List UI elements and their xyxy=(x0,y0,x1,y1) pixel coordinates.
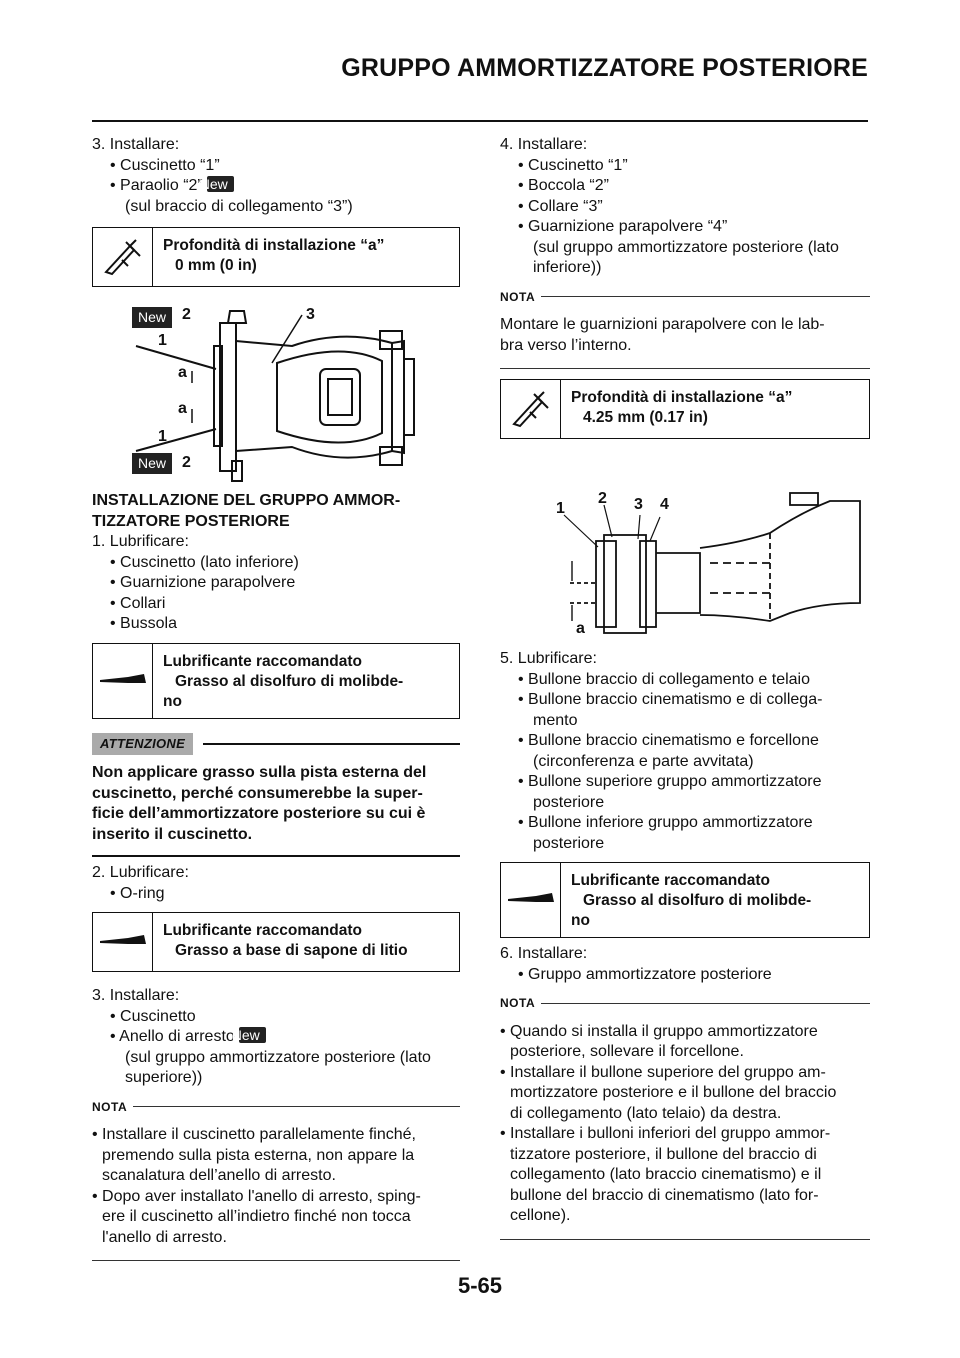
nota-end-rule xyxy=(92,1260,460,1261)
list-item-note: (sul braccio di collegamento “3”) xyxy=(125,197,353,215)
fig-label-1: 1 xyxy=(556,500,565,517)
attention-text xyxy=(92,763,460,845)
step-lubricate-oring xyxy=(92,863,460,904)
list-item: • Bullone superiore gruppo ammortizzatore xyxy=(518,773,822,790)
nota-line: l'anello di arresto. xyxy=(102,1228,227,1246)
fig-label-new: New xyxy=(132,453,172,474)
nota-header xyxy=(92,1097,460,1118)
section-title xyxy=(92,491,460,532)
nota-line: ere il cuscinetto all’indietro finché non tocca xyxy=(102,1208,411,1225)
list-item-note: (sul gruppo ammortizzatore posteriore (lato xyxy=(125,1048,431,1066)
list-item: • Cuscinetto “1” xyxy=(518,156,628,174)
step-title: 6. Installare: xyxy=(500,945,588,962)
caliper-icon xyxy=(501,380,561,438)
new-badge: New xyxy=(239,1027,266,1043)
step-title: 3. Installare: xyxy=(92,136,180,153)
spec-value: no xyxy=(163,692,182,710)
nota-line: premendo sulla pista esterna, non appare la xyxy=(102,1146,415,1164)
step-install-lower xyxy=(500,135,870,279)
nota-line: posteriore, sollevare il forcellone. xyxy=(510,1043,744,1060)
step-title: 3. Installare: xyxy=(92,987,180,1004)
figure-link-arm xyxy=(92,301,460,491)
spec-label: Lubrificante raccomandato xyxy=(163,922,362,939)
nota-body xyxy=(500,1022,870,1227)
list-item: • Cuscinetto xyxy=(110,1007,196,1025)
spec-label: Lubrificante raccomandato xyxy=(163,652,362,670)
spec-box-depth xyxy=(92,227,460,287)
caliper-icon xyxy=(93,228,153,286)
fig-label-a: a xyxy=(178,364,187,381)
section-title-line: INSTALLAZIONE DEL GRUPPO AMMOR- xyxy=(92,492,401,509)
step-install-shock xyxy=(500,944,870,985)
fig-label-2: 2 xyxy=(598,490,607,507)
spec-value: no xyxy=(571,912,590,929)
step-install-bearing-seal xyxy=(92,135,460,217)
list-item: • Boccola “2” xyxy=(518,177,609,194)
list-item: • Bullone inferiore gruppo ammortizzatore xyxy=(518,814,813,831)
nota-line: bullone del braccio di cinematismo (lato for- xyxy=(510,1186,819,1204)
fig-label-2: 2 xyxy=(182,454,191,471)
grease-gun-icon xyxy=(501,863,561,937)
grease-gun-icon xyxy=(93,644,153,718)
list-item-cont: mento xyxy=(533,711,578,729)
fig-label-a: a xyxy=(576,620,585,637)
page-header-title: GRUPPO AMMORTIZZATORE POSTERIORE xyxy=(341,54,868,82)
nota-line: di collegamento (lato telaio) da destra. xyxy=(510,1104,782,1122)
section-title-line: TIZZATORE POSTERIORE xyxy=(92,512,290,530)
list-item-note: (sul gruppo ammortizzatore posteriore (lato xyxy=(533,238,839,256)
spec-value: Grasso al disolfuro di molibde- xyxy=(175,672,404,690)
spec-value: Grasso al disolfuro di molibde- xyxy=(583,892,812,909)
fig-label-1: 1 xyxy=(158,332,167,349)
step-lubricate-bearing xyxy=(92,532,460,635)
nota-header xyxy=(500,993,870,1014)
nota-line: • Quando si installa il gruppo ammortizzatore xyxy=(500,1022,818,1040)
nota-line: bra verso l’interno. xyxy=(500,336,632,354)
left-column xyxy=(92,135,460,1261)
list-item: • Paraolio “2”New xyxy=(100,176,460,197)
list-item-cont: posteriore xyxy=(533,834,605,852)
attention-end-rule xyxy=(92,855,460,857)
spec-box-depth xyxy=(500,379,870,439)
nota-line: • Installare i bulloni inferiori del gruppo ammor- xyxy=(500,1125,831,1142)
spec-box-lubricant xyxy=(92,643,460,719)
list-item: • Bullone braccio cinematismo e di collega- xyxy=(518,691,823,708)
list-item: • Collari xyxy=(110,594,166,612)
fig-label-3: 3 xyxy=(306,306,315,323)
list-item: • Guarnizione parapolvere “4” xyxy=(518,218,728,235)
list-item: • Bussola xyxy=(110,615,177,632)
spec-box-lubricant xyxy=(500,862,870,938)
list-item-cont: posteriore xyxy=(533,793,605,811)
grease-gun-icon xyxy=(93,913,153,971)
spec-value: 4.25 mm (0.17 in) xyxy=(583,409,708,426)
nota-label: NOTA xyxy=(500,289,536,304)
spec-box-lubricant xyxy=(92,912,460,972)
nota-line: collegamento (lato braccio cinematismo) e il xyxy=(510,1166,822,1183)
list-item: • Bullone braccio di collegamento e telaio xyxy=(518,670,810,688)
shock-lower-drawing xyxy=(500,453,870,643)
step-lubricate-bolts xyxy=(500,649,870,854)
nota-line: tizzatore posteriore, il bullone del braccio di xyxy=(510,1145,817,1163)
nota-line: • Dopo aver installato l'anello di arresto, sping- xyxy=(92,1187,421,1205)
nota-line: Montare le guarnizioni parapolvere con le lab- xyxy=(500,316,825,333)
list-item-note: inferiore)) xyxy=(533,259,602,276)
list-item: • Gruppo ammortizzatore posteriore xyxy=(518,965,772,983)
fig-label-new: New xyxy=(132,307,172,328)
fig-label-4: 4 xyxy=(660,496,669,513)
list-item: • Cuscinetto (lato inferiore) xyxy=(110,553,299,571)
fig-label-2: 2 xyxy=(182,306,191,323)
list-item: • Anello di arrestoNew xyxy=(100,1027,460,1048)
right-column xyxy=(500,135,870,1240)
nota-header xyxy=(500,287,870,308)
spec-label: Lubrificante raccomandato xyxy=(571,872,770,889)
step-title: 4. Installare: xyxy=(500,136,588,153)
nota-line: scanalatura dell’anello di arresto. xyxy=(102,1167,336,1184)
header-rule xyxy=(92,120,868,122)
nota-line: cellone). xyxy=(510,1207,571,1224)
fig-label-3: 3 xyxy=(634,496,643,513)
list-item-note: superiore)) xyxy=(125,1069,203,1086)
list-item: • Collare “3” xyxy=(518,197,603,215)
nota-label: NOTA xyxy=(92,1099,128,1114)
list-item: • Guarnizione parapolvere xyxy=(110,574,296,591)
new-badge: New xyxy=(207,176,234,192)
nota-label: NOTA xyxy=(500,996,536,1010)
attention-line: Non applicare grasso sulla pista esterna del xyxy=(92,764,427,781)
step-title: 1. Lubrificare: xyxy=(92,533,189,550)
nota-line: mortizzatore posteriore e il bullone del braccio xyxy=(510,1084,837,1101)
attention-line: ficie dell’ammortizzatore posteriore su cui è xyxy=(92,805,426,822)
page-number: 5-65 xyxy=(457,1273,503,1298)
fig-label-1: 1 xyxy=(158,428,167,445)
attention-header xyxy=(92,733,460,756)
step-install-bearing-circlip xyxy=(92,986,460,1089)
nota-body xyxy=(92,1125,460,1248)
list-item: • O-ring xyxy=(110,884,165,902)
spec-value: Grasso a base di sapone di litio xyxy=(175,942,408,959)
attention-line: cuscinetto, perché consumerebbe la super- xyxy=(92,784,423,802)
list-item: • Bullone braccio cinematismo e forcellone xyxy=(518,732,819,749)
nota-line: • Installare il bullone superiore del gruppo am- xyxy=(500,1063,826,1081)
list-item: • Cuscinetto “1” xyxy=(110,156,220,174)
nota-line: • Installare il cuscinetto parallelamente finché, xyxy=(92,1126,416,1143)
nota-body xyxy=(500,315,870,356)
nota-end-rule xyxy=(500,368,870,369)
spec-label: Profondità di installazione “a” xyxy=(571,389,793,406)
fig-label-a: a xyxy=(178,400,187,417)
attention-tag: ATTENZIONE xyxy=(92,733,193,756)
nota-end-rule xyxy=(500,1239,870,1240)
figure-shock-lower xyxy=(500,453,870,643)
step-title: 2. Lubrificare: xyxy=(92,864,189,881)
attention-line: inserito il cuscinetto. xyxy=(92,825,253,843)
list-item-cont: (circonferenza e parte avvitata) xyxy=(533,752,754,770)
spec-label: Profondità di installazione “a” xyxy=(163,237,385,254)
step-title: 5. Lubrificare: xyxy=(500,650,597,667)
spec-value: 0 mm (0 in) xyxy=(175,257,257,274)
